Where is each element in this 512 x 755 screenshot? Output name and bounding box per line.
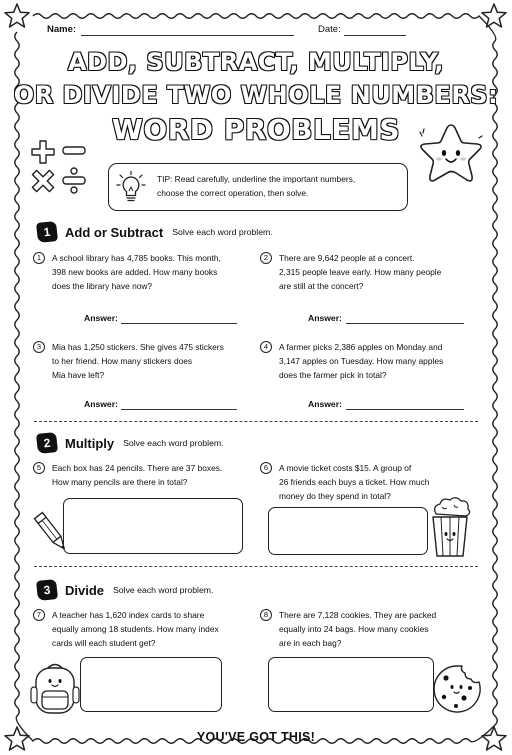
section-divider: [34, 566, 478, 567]
problem-5: [33, 461, 245, 489]
pencil-icon: [37, 509, 67, 557]
section-divide-header: [37, 580, 213, 600]
title-line-1: ADD, SUBTRACT, MULTIPLY,: [67, 48, 445, 76]
problem-number: 5: [33, 462, 45, 474]
problem-4: [260, 340, 472, 382]
problem-1: [33, 251, 245, 293]
problem-8: [260, 608, 472, 650]
problem-text-line: A school library has 4,785 books. This month,: [52, 253, 221, 263]
problem-text: [279, 340, 443, 382]
divide-icon: [62, 167, 86, 195]
problem-text-line: are still at the concert?: [279, 281, 364, 291]
section-instruction: Solve each word problem.: [123, 438, 224, 448]
problem-text: [52, 340, 224, 382]
problem-number: 4: [260, 341, 272, 353]
problem-text-line: Each box has 24 pencils. There are 37 boxes.: [52, 463, 223, 473]
section-title: Divide: [65, 582, 105, 598]
problem-text-line: money do they spend in total?: [279, 491, 391, 501]
section-instruction: Solve each word problem.: [172, 227, 273, 237]
tip-text: [157, 172, 407, 200]
title-line-2: OR DIVIDE TWO WHOLE NUMBERS:: [13, 81, 499, 109]
problem-text: [279, 251, 441, 293]
problem-text-line: to her friend. How many stickers does: [52, 356, 193, 366]
section-title: Multiply: [65, 435, 115, 451]
problem-number: 6: [260, 462, 272, 474]
problem-text-line: A farmer picks 2,386 apples on Monday and: [279, 342, 443, 352]
section-number-badge: 3: [36, 579, 58, 601]
name-field[interactable]: [81, 35, 294, 36]
answer-field-3[interactable]: [121, 409, 237, 410]
answer-field-2[interactable]: [346, 323, 464, 324]
star-icon-top-right: [481, 3, 507, 29]
answer-box-8[interactable]: [268, 657, 434, 712]
multiply-icon: [30, 168, 56, 194]
cookie-icon: [432, 664, 482, 714]
answer-field-4[interactable]: [346, 409, 464, 410]
problem-text-line: How many pencils are there in total?: [52, 477, 188, 487]
problem-number: 7: [33, 609, 45, 621]
problem-text-line: Mia has 1,250 stickers. She gives 475 stickers: [52, 342, 224, 352]
problem-7: [33, 608, 245, 650]
problem-text-line: Mia have left?: [52, 370, 105, 380]
problem-2: [260, 251, 472, 293]
section-divider: [34, 421, 478, 422]
answer-box-6[interactable]: [268, 507, 428, 555]
problem-number: 1: [33, 252, 45, 264]
problem-text: [279, 461, 429, 503]
section-title: Add or Subtract: [65, 224, 164, 240]
section-add-subtract-header: [37, 222, 273, 242]
smiling-star-icon: [414, 122, 488, 186]
answer-box-7[interactable]: [80, 657, 222, 712]
answer-label: Answer:: [308, 313, 342, 323]
section-instruction: Solve each word problem.: [113, 585, 214, 595]
backpack-icon: [28, 661, 82, 717]
problem-number: 8: [260, 609, 272, 621]
problem-text-line: 2,315 people leave early. How many people: [279, 267, 442, 277]
problem-text-line: There are 7,128 cookies. They are packed: [279, 610, 437, 620]
problem-text-line: 26 friends each buys a ticket. How much: [279, 477, 430, 487]
problem-text-line: are in each bag?: [279, 638, 342, 648]
tip-line-2: choose the correct operation, then solve.: [157, 188, 309, 198]
footer-message: YOU'VE GOT THIS!: [196, 730, 316, 744]
answer-field-1[interactable]: [121, 323, 237, 324]
problem-text-line: does the library have now?: [52, 281, 153, 291]
lightbulb-icon: [116, 171, 146, 203]
problem-3: [33, 340, 245, 382]
date-field[interactable]: [344, 35, 406, 36]
problem-text-line: cards will each student get?: [52, 638, 156, 648]
problem-text: [52, 251, 221, 293]
problem-text-line: 3,147 apples on Tuesday. How many apples: [279, 356, 444, 366]
section-number-badge: 2: [36, 432, 58, 454]
problem-text-line: 398 new books are added. How many books: [52, 267, 218, 277]
problem-text-line: A teacher has 1,620 index cards to share: [52, 610, 205, 620]
section-multiply-header: [37, 433, 224, 453]
section-number-badge: 1: [36, 221, 58, 243]
problem-text: [52, 608, 219, 650]
date-label: Date:: [318, 24, 341, 35]
answer-box-5[interactable]: [63, 498, 243, 554]
problem-text-line: equally into 24 bags. How many cookies: [279, 624, 429, 634]
problem-text-line: A movie ticket costs $15. A group of: [279, 463, 412, 473]
problem-text-line: does the farmer pick in total?: [279, 370, 387, 380]
problem-number: 2: [260, 252, 272, 264]
title-line-3: WORD PROBLEMS: [112, 113, 400, 146]
name-label: Name:: [47, 24, 77, 35]
minus-icon: [62, 145, 86, 157]
problem-6: [260, 461, 472, 503]
problem-text: [52, 461, 222, 489]
answer-label: Answer:: [84, 313, 118, 323]
problem-text-line: There are 9,642 people at a concert.: [279, 253, 415, 263]
problem-text-line: equally among 18 students. How many index: [52, 624, 219, 634]
answer-label: Answer:: [308, 399, 342, 409]
plus-icon: [30, 139, 56, 165]
tip-line-1: TIP: Read carefully, underline the important numbers,: [157, 174, 356, 184]
star-icon-top-left: [4, 3, 30, 29]
answer-label: Answer:: [84, 399, 118, 409]
problem-text: [279, 608, 436, 650]
problem-number: 3: [33, 341, 45, 353]
popcorn-icon: [428, 498, 472, 558]
